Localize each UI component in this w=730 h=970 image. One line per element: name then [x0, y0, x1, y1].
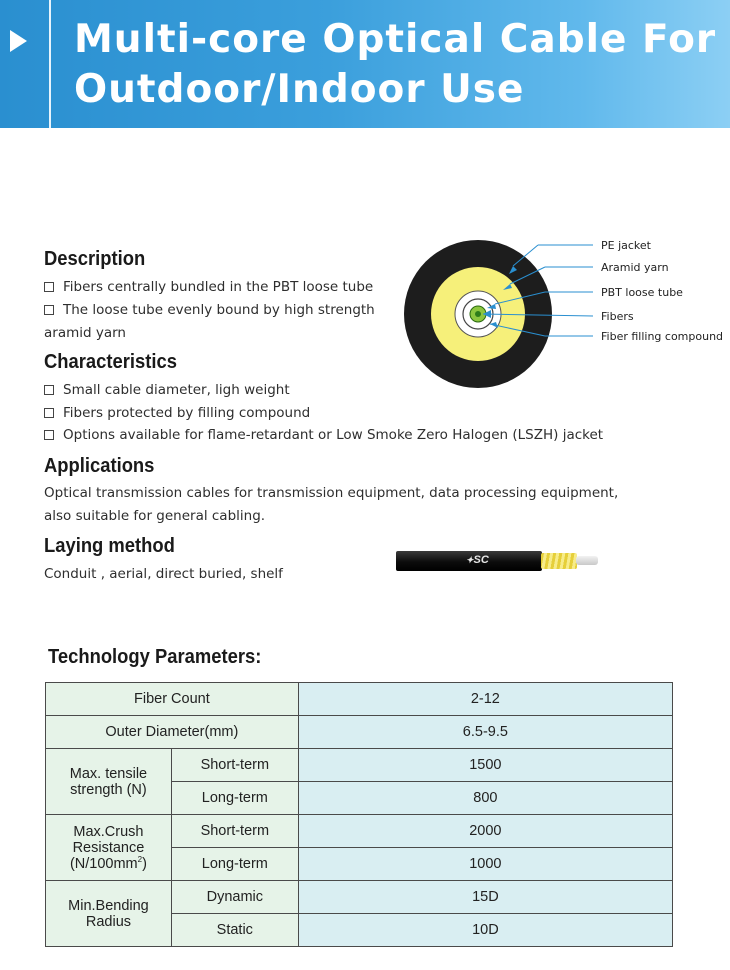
table-row [46, 881, 673, 914]
crush-label-close: ) [142, 855, 147, 872]
characteristics-item-text: Small cable diameter, ligh weight [63, 382, 290, 398]
tensile-label-line: Max. tensile [69, 765, 148, 782]
label-fiber-filling-compound: Fiber filling compound [601, 330, 724, 343]
bending-label-line: Radius [85, 913, 132, 930]
laying-method-heading: Laying method [44, 535, 175, 557]
bending-label-line: Min.Bending [68, 897, 149, 914]
play-arrow-icon [10, 30, 27, 52]
checkbox-icon [44, 408, 54, 418]
characteristics-item-text: Fibers protected by filling compound [63, 405, 311, 421]
tensile-label [46, 749, 172, 815]
bending-dynamic-value: 15D [298, 881, 672, 914]
tensile-long-label: Long-term [171, 782, 298, 815]
crush-label-line: Resistance [72, 839, 145, 856]
outer-diameter-label: Outer Diameter(mm) [46, 716, 299, 749]
cable-photo [396, 551, 606, 573]
tensile-label-line: strength (N) [70, 781, 147, 798]
table-row [46, 815, 673, 848]
table-row [46, 749, 673, 782]
fiber-count-value: 2-12 [298, 683, 672, 716]
banner-divider [49, 0, 51, 128]
description-item-1 [44, 279, 373, 295]
tensile-short-value: 1500 [298, 749, 672, 782]
description-item-text: The loose tube evenly bound by high strength [63, 302, 375, 318]
fiber-count-label: Fiber Count [46, 683, 299, 716]
tensile-short-label: Short-term [171, 749, 298, 782]
bending-dynamic-label: Dynamic [171, 881, 298, 914]
label-pbt-loose-tube: PBT loose tube [601, 286, 683, 299]
table-row [46, 683, 673, 716]
crush-label-line: Max.Crush [73, 823, 144, 840]
characteristics-item-2 [44, 405, 310, 421]
crush-label-line: (N/100mm [69, 855, 138, 872]
crush-short-label: Short-term [171, 815, 298, 848]
description-continuation: aramid yarn [44, 325, 126, 341]
checkbox-icon [44, 385, 54, 395]
page-title: Multi-core Optical Cable For Outdoor/Indoor Use [74, 17, 717, 112]
crush-short-value: 2000 [298, 815, 672, 848]
label-fibers: Fibers [601, 310, 634, 323]
description-item-text: Fibers centrally bundled in the PBT loose tube [63, 279, 374, 295]
description-item-2 [44, 302, 375, 318]
crush-label [46, 815, 172, 881]
cable-logo [466, 554, 489, 566]
crush-long-value: 1000 [298, 848, 672, 881]
characteristics-heading: Characteristics [44, 351, 177, 373]
title-banner [0, 0, 730, 128]
bending-static-value: 10D [298, 914, 672, 947]
bending-static-label: Static [171, 914, 298, 947]
checkbox-icon [44, 430, 54, 440]
bending-label [46, 881, 172, 947]
laying-method-text: Conduit , aerial, direct buried, shelf [44, 566, 283, 582]
technology-parameters-heading: Technology Parameters: [48, 646, 262, 668]
checkbox-icon [44, 305, 54, 315]
cable-aramid-section [541, 553, 577, 569]
cable-logo-text: SC [473, 554, 489, 566]
characteristics-item-3 [44, 427, 603, 443]
cable-inner-tube [576, 556, 598, 565]
tensile-long-value: 800 [298, 782, 672, 815]
applications-line-1: Optical transmission cables for transmission equipment, data processing equipment, [44, 485, 619, 501]
applications-heading: Applications [44, 455, 155, 477]
label-pe-jacket: PE jacket [601, 239, 651, 252]
characteristics-item-text: Options available for flame-retardant or Low Smoke Zero Halogen (LSZH) jacket [63, 427, 604, 443]
crush-long-label: Long-term [171, 848, 298, 881]
logo-mark-icon: ✦ [466, 555, 474, 565]
fibers-center [475, 311, 481, 317]
outer-diameter-value: 6.5-9.5 [298, 716, 672, 749]
checkbox-icon [44, 282, 54, 292]
cable-cross-section-diagram [395, 232, 730, 394]
characteristics-item-1 [44, 382, 290, 398]
crush-label-superscript: 2 [137, 854, 143, 864]
parameters-table [45, 682, 673, 947]
label-aramid-yarn: Aramid yarn [601, 261, 669, 274]
description-heading: Description [44, 248, 146, 270]
applications-line-2: also suitable for general cabling. [44, 508, 266, 524]
table-row [46, 716, 673, 749]
